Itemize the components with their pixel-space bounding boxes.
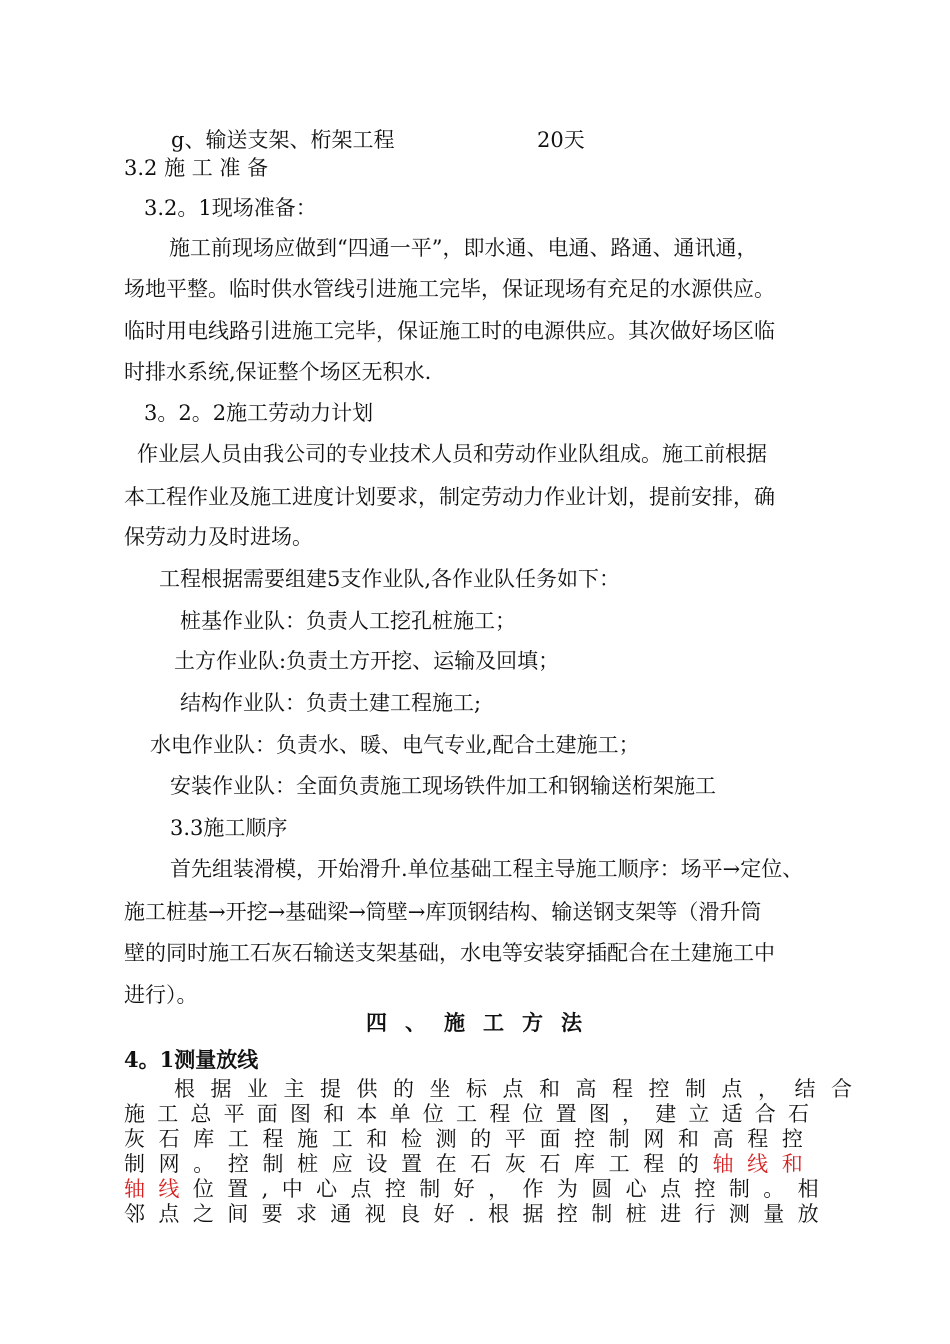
section-4-1-heading: 4。1测量放线 <box>124 1047 259 1072</box>
team-item-4: 水电作业队：负责水、暖、电气专业,配合土建施工； <box>150 733 640 757</box>
paragraph-5-line-6-text: 邻点之间要求通视良好.根据控制桩进行测量放 <box>124 1202 833 1226</box>
paragraph-1-line-3: 临时用电线路引进施工完毕，保证施工时的电源供应。其次做好场区临 <box>124 319 775 343</box>
team-item-1: 桩基作业队：负责人工挖孔桩施工； <box>180 609 516 633</box>
paragraph-5-line-1-text: 根据业主提供的坐标点和高程控制点，结合 <box>174 1077 868 1101</box>
paragraph-2-line-3: 保劳动力及时进场。 <box>124 525 313 549</box>
section-3-2-heading: 3.2 施 工 准 备 <box>124 156 269 180</box>
chapter-4-heading: 四、施工方法 <box>366 1010 600 1035</box>
axis-highlight-text-1: 轴线和 <box>712 1152 816 1176</box>
paragraph-4-line-4: 进行）。 <box>124 983 198 1007</box>
g-item-line <box>171 127 771 153</box>
paragraph-5-line-3-text: 灰石库工程施工和检测的平面控制网和高程控 <box>124 1127 816 1151</box>
paragraph-1-line-1: 施工前现场应做到“四通一平”，即水通、电通、路通、通讯通， <box>169 236 758 260</box>
g-item-days: 20天 <box>537 128 585 152</box>
paragraph-3: 工程根据需要组建5支作业队,各作业队任务如下： <box>159 567 621 591</box>
paragraph-4-line-3: 壁的同时施工石灰石输送支架基础，水电等安装穿插配合在土建施工中 <box>124 941 775 965</box>
paragraph-2-line-1: 作业层人员由我公司的专业技术人员和劳动作业队组成。施工前根据 <box>137 442 767 466</box>
paragraph-1-line-2: 场地平整。临时供水管线引进施工完毕，保证现场有充足的水源供应。 <box>124 277 775 301</box>
paragraph-4-line-2: 施工桩基→开挖→基础梁→筒壁→库顶钢结构、输送钢支架等（滑升筒 <box>124 900 762 924</box>
paragraph-4-line-1: 首先组装滑模，开始滑升.单位基础工程主导施工顺序：场平→定位、 <box>170 857 804 881</box>
paragraph-5-line-1 <box>174 1077 868 1102</box>
paragraph-5-line-2 <box>124 1102 822 1127</box>
paragraph-5-line-6 <box>124 1202 833 1227</box>
team-item-2: 土方作业队:负责土方开挖、运输及回填； <box>174 649 560 673</box>
team-item-5: 安装作业队：全面负责施工现场铁件加工和钢输送桁架施工 <box>170 774 716 798</box>
paragraph-1-line-4: 时排水系统,保证整个场区无积水. <box>124 360 432 384</box>
paragraph-5-line-5-text: 位置,中心点控制好，作为圆心点控制。相 <box>192 1177 833 1201</box>
section-3-2-1-heading: 3.2。1现场准备： <box>144 196 317 220</box>
paragraph-5-line-4-text: 制网。控制桩应设置在石灰石库工程的 <box>124 1152 713 1176</box>
paragraph-5-line-2-text: 施工总平面图和本单位工程位置图，建立适合石 <box>124 1102 822 1126</box>
paragraph-5-line-5 <box>124 1177 833 1202</box>
team-item-3: 结构作业队：负责土建工程施工; <box>180 691 482 715</box>
paragraph-5-line-4 <box>124 1152 816 1177</box>
section-3-3-heading: 3.3施工顺序 <box>170 816 288 840</box>
axis-highlight-text-2: 轴线 <box>124 1177 193 1201</box>
g-item-text: g、输送支架、桁架工程 <box>171 128 395 152</box>
paragraph-5-line-3 <box>124 1127 816 1152</box>
section-3-2-2-heading: 3。2。2施工劳动力计划 <box>144 401 374 425</box>
paragraph-2-line-2: 本工程作业及施工进度计划要求，制定劳动力作业计划，提前安排，确 <box>124 485 775 509</box>
